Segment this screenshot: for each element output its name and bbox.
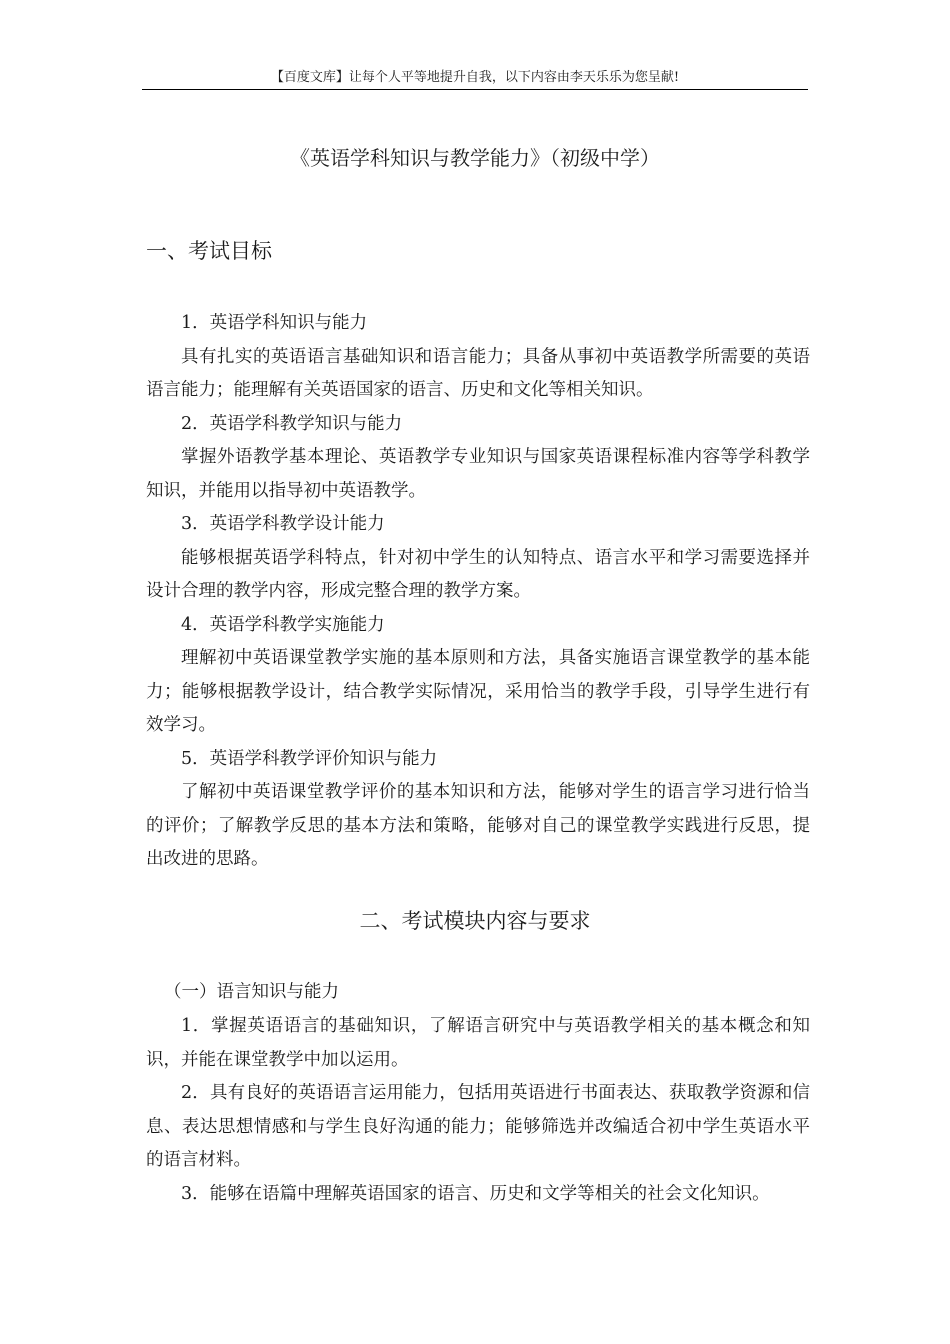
section2-subheading: （一）语言知识与能力 [164,982,339,1002]
item4-label: 4．英语学科教学实施能力 [181,614,385,635]
item1-text: 具有扎实的英语语言基础知识和语言能力；具备从事初中英语教学所需要的英语语言能力；能理解有关英语国家的语言、历史和文化等相关知识。 [146,346,810,400]
item5-label: 5．英语学科教学评价知识与能力 [181,748,438,769]
item2-label: 2．英语学科教学知识与能力 [181,413,403,434]
item3-label: 3．英语学科教学设计能力 [181,514,385,534]
document-title: 《英语学科知识与教学能力》（初级中学） [290,146,660,170]
item2-text: 掌握外语教学基本理论、英语教学专业知识与国家英语课程标准内容等学科教学知识，并能用以指导初中英语教学。 [146,447,810,501]
section2-paragraph-2: 2．具有良好的英语语言运用能力，包括用英语进行书面表达、获取教学资源和信息、表达思想情感和与学生良好沟通的能力；能够筛选并改编适合初中学生英语水平的语言材料。 [146,1083,810,1170]
page-header: 【百度文库】让每个人平等地提升自我，以下内容由李天乐乐为您呈献! [270,70,680,85]
item4-text: 理解初中英语课堂教学实施的基本原则和方法，具备实施语言课堂教学的基本能力；能够根据教学设计，结合教学实际情况，采用恰当的教学手段，引导学生进行有效学习。 [146,648,810,735]
section2-paragraph-1: 1．掌握英语语言的基础知识，了解语言研究中与英语教学相关的基本概念和知识，并能在课堂教学中加以运用。 [146,1016,810,1070]
header-divider [142,89,808,90]
item1-label: 1．英语学科知识与能力 [181,313,368,333]
item5-text: 了解初中英语课堂教学评价的基本知识和方法，能够对学生的语言学习进行恰当的评价；了解教学反思的基本方法和策略，能够对自己的课堂教学实践进行反思，提出改进的思路。 [146,782,810,869]
section1-body [146,307,810,877]
section1-heading: 一、考试目标 [146,239,272,263]
section2-heading: 二、考试模块内容与要求 [359,909,591,933]
section2-paragraph-3: 3．能够在语篇中理解英语国家的语言、历史和文学等相关的社会文化知识。 [181,1183,770,1204]
item3-text: 能够根据英语学科特点，针对初中学生的认知特点、语言水平和学习需要选择并设计合理的教学内容，形成完整合理的教学方案。 [146,547,810,601]
section2-body [146,1010,810,1211]
